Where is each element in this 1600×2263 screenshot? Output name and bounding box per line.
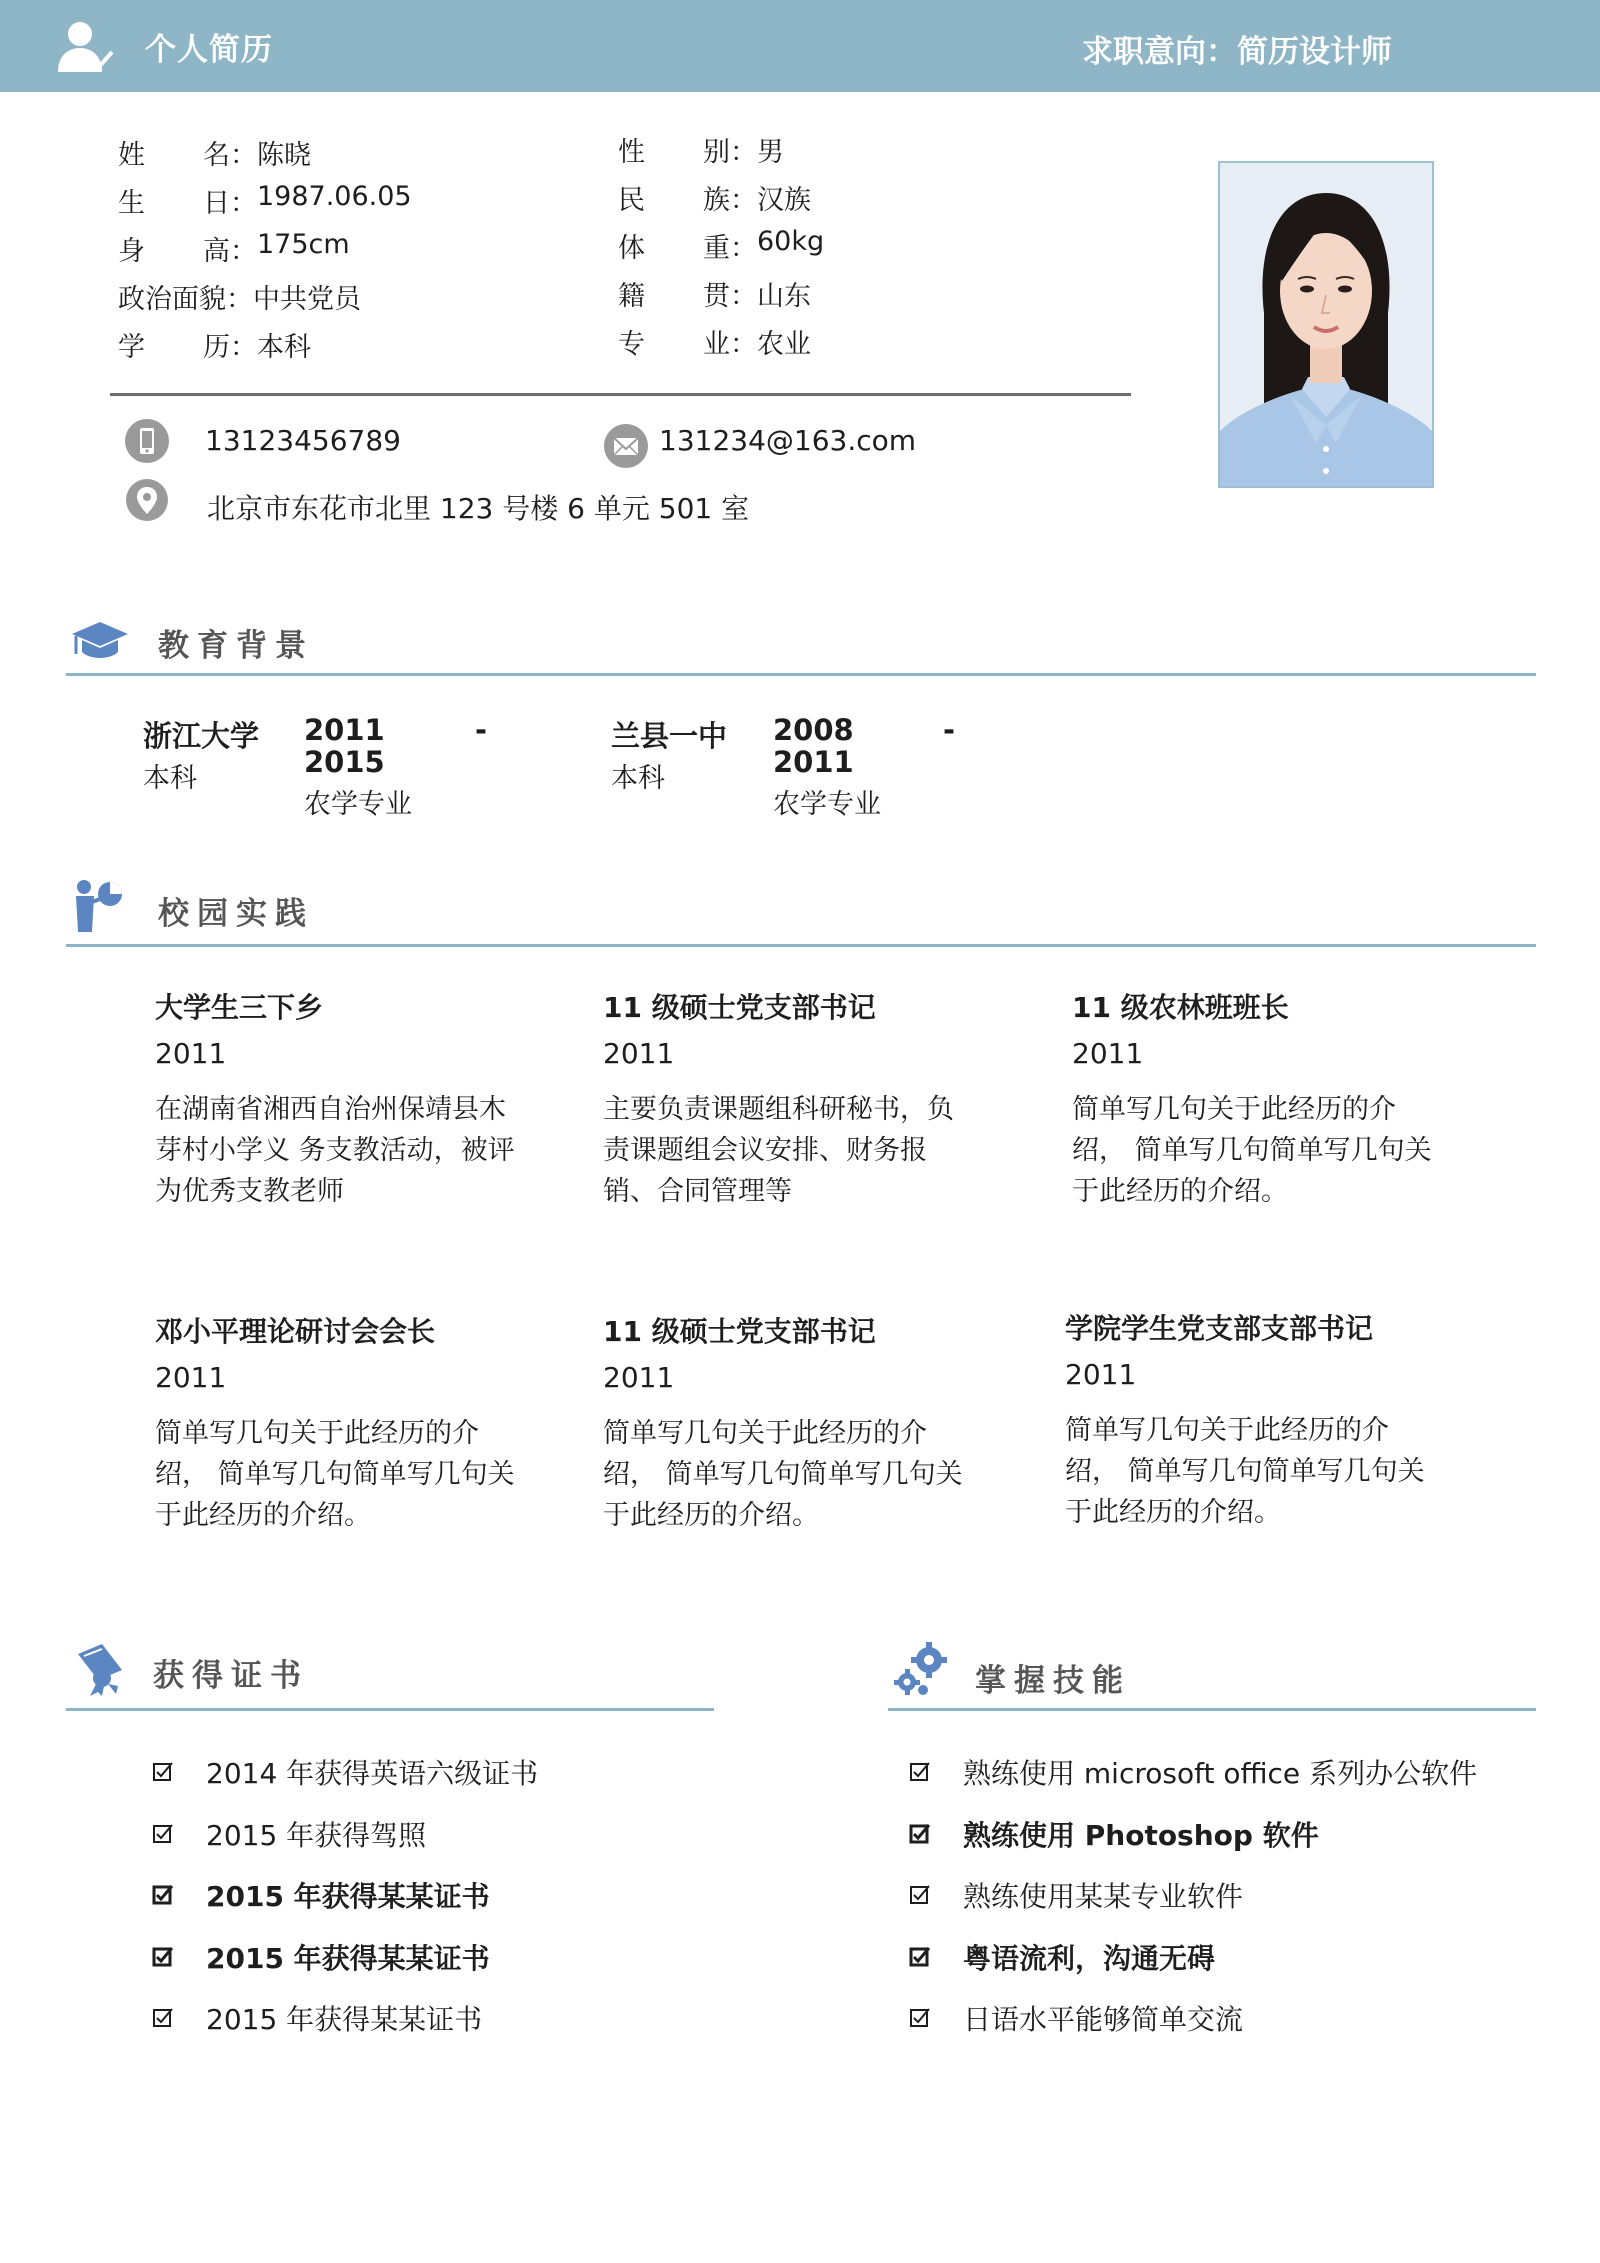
info-separator: ： <box>230 236 257 267</box>
section-title-certificates: 获得证书 <box>153 1658 309 1694</box>
checkbox-checked-icon <box>909 1761 931 1783</box>
info-value: 陈晓 <box>257 140 311 171</box>
practice-desc: 简单写几句关于此经历的介绍， 简单写几句简单写几句关于此经历的介绍。 <box>1065 1415 1425 1528</box>
edu-major: 农学专业 <box>304 789 412 820</box>
edu-degree: 本科 <box>611 763 665 794</box>
profile-photo <box>1218 161 1434 488</box>
certificate-icon <box>72 1640 128 1700</box>
practice-year: 2011 <box>1072 1037 1144 1070</box>
info-ethnicity <box>618 178 811 217</box>
practice-desc: 在湖南省湘西自治州保靖县木芽村小学义 务支教活动，被评为优秀支教老师 <box>155 1094 515 1207</box>
info-gender <box>618 130 784 169</box>
job-objective-value: 简历设计师 <box>1237 34 1392 70</box>
checkbox-checked-icon <box>909 1823 931 1845</box>
location-icon <box>125 478 169 530</box>
info-major <box>618 322 811 361</box>
job-objective <box>1082 26 1392 71</box>
info-value: 山东 <box>757 281 811 312</box>
practice-desc: 主要负责课题组科研秘书，负责课题组会议安排、财务报销、合同管理等 <box>603 1094 954 1207</box>
practice-desc: 简单写几句关于此经历的介绍， 简单写几句简单写几句关于此经历的介绍。 <box>1072 1094 1432 1207</box>
email-address[interactable]: 131234@163.com <box>659 424 917 457</box>
info-separator: ： <box>230 332 257 363</box>
section-title-education: 教育背景 <box>158 628 314 664</box>
checkbox-checked-icon <box>152 2007 174 2029</box>
edu-major: 农学专业 <box>773 789 881 820</box>
certificate-item <box>152 1814 426 1854</box>
certificate-item-text: 2015 年获得某某证书 <box>206 1941 490 1975</box>
info-height <box>118 229 350 268</box>
certificate-item-text: 2015 年获得某某证书 <box>206 2003 483 2036</box>
edu-school: 浙江大学 <box>143 719 260 753</box>
checkbox-checked-icon <box>152 1761 174 1783</box>
info-label: 性别 <box>618 137 730 168</box>
home-address: 北京市东花市北里 123 号楼 6 单元 501 室 <box>207 492 750 525</box>
practice-title: 学院学生党支部支部书记 <box>1065 1312 1374 1345</box>
info-value: 本科 <box>257 332 311 363</box>
skill-item-text: 熟练使用 Photoshop 软件 <box>963 1818 1319 1852</box>
info-divider <box>110 393 1131 396</box>
edu-major-clip <box>773 782 893 820</box>
info-separator: ： <box>730 329 757 360</box>
info-label: 姓名 <box>118 140 230 171</box>
checkbox-checked-icon <box>909 2007 931 2029</box>
edu-end-year: 2011 <box>773 745 854 779</box>
info-label: 体重 <box>618 233 730 264</box>
info-value: 175cm <box>257 229 350 260</box>
section-title-skills: 掌握技能 <box>975 1663 1131 1699</box>
certificate-item-text: 2015 年获得某某证书 <box>206 1880 490 1913</box>
info-native-place <box>618 274 811 313</box>
practice-year: 2011 <box>603 1037 675 1070</box>
info-label: 生日 <box>118 188 230 219</box>
info-value: 男 <box>757 137 784 168</box>
edu-end-year: 2015 <box>304 745 385 779</box>
job-objective-label: 求职意向： <box>1082 34 1237 70</box>
info-political <box>118 277 361 316</box>
info-label: 民族 <box>618 185 730 216</box>
mail-icon <box>604 424 648 468</box>
info-label: 专业 <box>618 329 730 360</box>
info-separator: ： <box>730 233 757 264</box>
practice-year: 2011 <box>603 1361 675 1394</box>
info-value: 农业 <box>757 329 811 360</box>
info-value: 60kg <box>757 226 825 257</box>
edu-dash: - <box>475 713 488 747</box>
practice-year: 2011 <box>1065 1358 1137 1391</box>
section-divider <box>66 673 1536 676</box>
phone-icon <box>125 419 169 463</box>
info-value: 1987.06.05 <box>257 181 412 212</box>
practice-title: 大学生三下乡 <box>155 991 324 1024</box>
section-divider <box>66 1708 714 1711</box>
practice-title: 11 级农林班班长 <box>1072 991 1289 1024</box>
practice-title: 邓小平理论研讨会会长 <box>155 1315 436 1348</box>
skill-item-text: 熟练使用某某专业软件 <box>963 1880 1244 1913</box>
edu-dash: - <box>943 713 956 747</box>
practice-desc: 简单写几句关于此经历的介绍， 简单写几句简单写几句关于此经历的介绍。 <box>155 1418 515 1531</box>
checkbox-checked-icon <box>152 1946 174 1968</box>
certificate-item <box>152 1752 538 1792</box>
info-value: 汉族 <box>757 185 811 216</box>
phone-number[interactable]: 13123456789 <box>205 424 401 457</box>
presenter-icon <box>72 878 124 936</box>
info-education <box>118 325 311 364</box>
certificate-item <box>152 1937 490 1977</box>
info-separator: ： <box>730 137 757 168</box>
certificate-item <box>152 1875 490 1915</box>
section-title-practice: 校园实践 <box>158 896 314 932</box>
info-label: 身高 <box>118 236 230 267</box>
skill-item <box>909 1814 1319 1854</box>
info-separator: ： <box>230 140 257 171</box>
practice-year: 2011 <box>155 1037 227 1070</box>
user-icon <box>56 18 116 78</box>
gears-icon <box>893 1640 951 1702</box>
edu-major-clip <box>304 782 424 820</box>
info-separator: ： <box>226 284 253 315</box>
practice-title: 11 级硕士党支部书记 <box>603 991 876 1024</box>
checkbox-checked-icon <box>909 1946 931 1968</box>
skill-item-text: 日语水平能够简单交流 <box>963 2003 1244 2036</box>
skill-item-text: 粤语流利，沟通无碍 <box>963 1941 1216 1975</box>
info-name <box>118 133 311 172</box>
checkbox-checked-icon <box>152 1884 174 1906</box>
info-separator: ： <box>730 281 757 312</box>
practice-title: 11 级硕士党支部书记 <box>603 1315 876 1348</box>
edu-degree: 本科 <box>143 763 197 794</box>
checkbox-checked-icon <box>152 1823 174 1845</box>
info-birthday <box>118 181 412 220</box>
checkbox-checked-icon <box>909 1884 931 1906</box>
info-weight <box>618 226 824 265</box>
section-divider <box>66 944 1536 947</box>
practice-year: 2011 <box>155 1361 227 1394</box>
graduation-cap-icon <box>70 618 130 668</box>
skill-item <box>909 1937 1215 1977</box>
section-divider <box>888 1708 1536 1711</box>
info-label: 籍贯 <box>618 281 730 312</box>
practice-desc: 简单写几句关于此经历的介绍， 简单写几句简单写几句关于此经历的介绍。 <box>603 1418 963 1531</box>
skill-item-text: 熟练使用 microsoft office 系列办公软件 <box>963 1757 1478 1790</box>
edu-school: 兰县一中 <box>611 719 728 753</box>
info-label: 学历 <box>118 332 230 363</box>
certificate-item <box>152 1998 482 2038</box>
info-separator: ： <box>230 188 257 219</box>
certificate-item-text: 2015 年获得驾照 <box>206 1818 427 1852</box>
resume-title: 个人简历 <box>145 32 273 68</box>
info-label: 政治面貌 <box>118 284 226 315</box>
skill-item <box>909 1875 1243 1915</box>
edu-start-year: 2008 <box>773 713 854 747</box>
certificate-item-text: 2014 年获得英语六级证书 <box>206 1757 539 1790</box>
skill-item <box>909 1752 1477 1792</box>
info-value: 中共党员 <box>253 284 361 315</box>
info-separator: ： <box>730 185 757 216</box>
edu-start-year: 2011 <box>304 713 385 747</box>
skill-item <box>909 1998 1243 2038</box>
